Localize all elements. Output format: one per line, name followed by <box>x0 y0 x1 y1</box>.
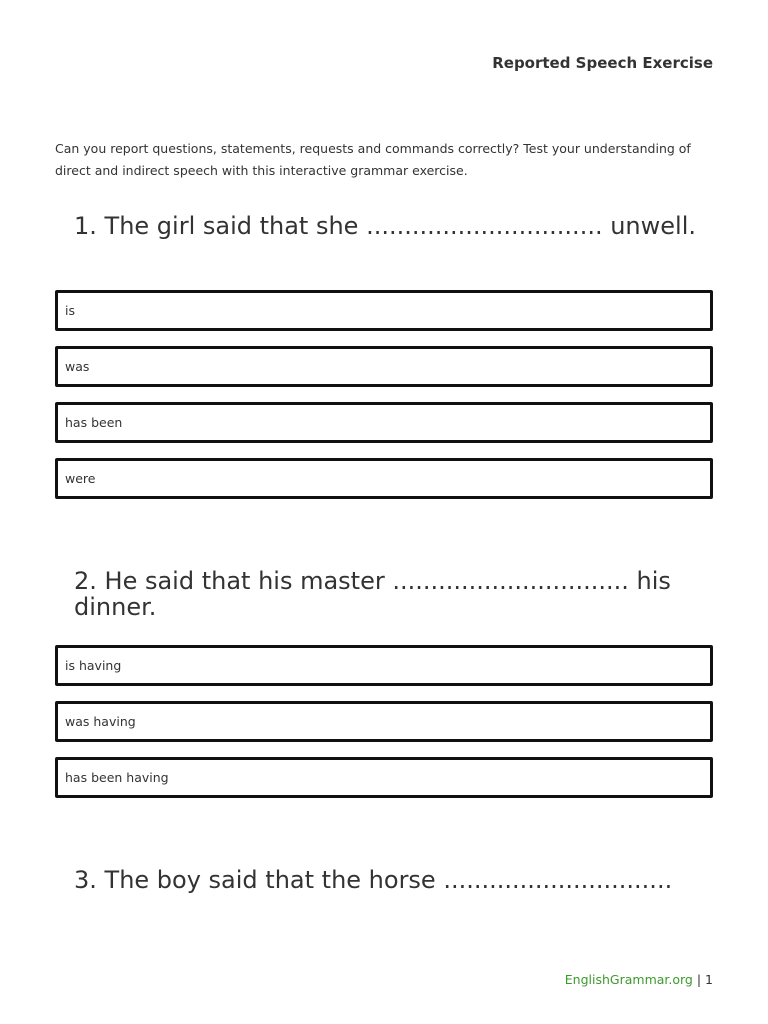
option-label: was <box>65 359 90 374</box>
answer-option-were[interactable] <box>55 458 713 499</box>
option-label: is having <box>65 658 122 673</box>
option-label: were <box>65 471 96 486</box>
answer-option-is-having[interactable] <box>55 645 713 686</box>
answer-option-was[interactable] <box>55 346 713 387</box>
answer-option-is[interactable] <box>55 290 713 331</box>
question-1-options <box>55 290 713 514</box>
document-title: Reported Speech Exercise <box>492 54 713 72</box>
option-label: is <box>65 303 75 318</box>
answer-option-was-having[interactable] <box>55 701 713 742</box>
option-label: has been having <box>65 770 169 785</box>
option-label: was having <box>65 714 136 729</box>
site-link[interactable]: EnglishGrammar.org <box>564 972 693 987</box>
question-2-options <box>55 645 713 813</box>
page-footer <box>565 972 713 987</box>
answer-option-has-been[interactable] <box>55 402 713 443</box>
footer-separator: | <box>692 972 706 987</box>
page-number: 1 <box>705 972 713 987</box>
answer-option-has-been-having[interactable] <box>55 757 713 798</box>
question-3-text: 3. The boy said that the horse .............................. <box>74 866 673 894</box>
option-label: has been <box>65 415 123 430</box>
question-2-text: 2. He said that his master ............................... his dinner. <box>74 567 671 621</box>
question-1-text: 1. The girl said that she ............................... unwell. <box>74 212 696 240</box>
intro-paragraph: Can you report questions, statements, requests and commands correctly? Test your understanding of direct and indirect speech with this interactive grammar exercise. <box>55 141 691 178</box>
